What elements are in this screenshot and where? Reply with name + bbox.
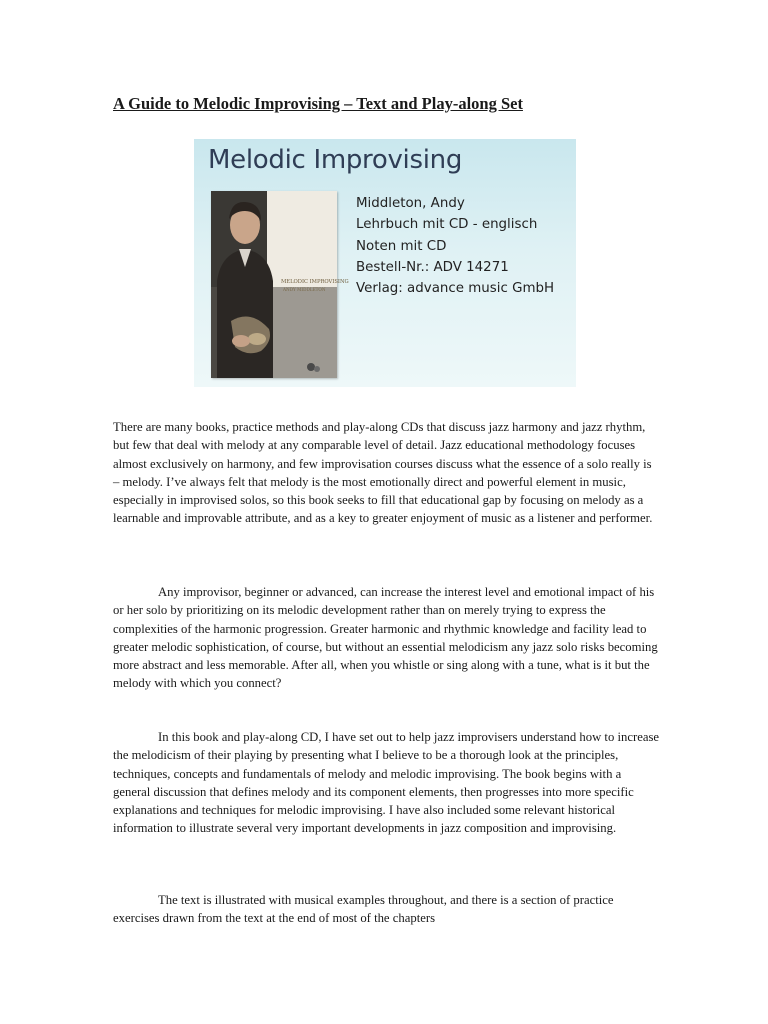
cover-title-text: MELODIC IMPROVISING	[281, 279, 349, 285]
info-publisher: Verlag: advance music GmbH	[356, 281, 555, 297]
info-author: Middleton, Andy	[356, 196, 465, 211]
document-title: A Guide to Melodic Improvising – Text and Play-along Set	[113, 94, 523, 113]
info-format: Lehrbuch mit CD - englisch	[356, 217, 538, 233]
book-info-list	[356, 193, 554, 299]
book-banner-image	[194, 139, 576, 387]
info-order-number: Bestell-Nr.: ADV 14271	[356, 259, 509, 275]
book-cover	[211, 191, 349, 378]
book-cover-art	[211, 191, 349, 378]
paragraph-examples: The text is illustrated with musical examples throughout, and there is a section of practice exercises drawn from the text at the end of most of the chapters	[113, 893, 614, 926]
cover-author-text: ANDY MIDDLETON	[283, 287, 326, 292]
info-notes: Noten mit CD	[356, 238, 447, 254]
paragraph-intro: There are many books, practice methods and play-along CDs that discuss jazz harmony and jazz rhythm, but few that deal with melody at any comparable level of detail. Jazz educational methodology focuses almost exclusively on harmony, and few improvisation courses discuss what the essence of a solo really is – melody. I’ve always felt that melody is the most emotionally direct and powerful element in music, especially in improvised solos, so this book seeks to fill that educational gap by focusing on melody as a learnable and improvable attribute, and as a key to greater enjoyment of music as a listener and performer.	[113, 420, 653, 526]
banner-title: Melodic Improvising	[208, 145, 463, 175]
paragraph-book-overview: In this book and play-along CD, I have set out to help jazz improvisers understand how to increase the melodicism of their playing by presenting what I believe to be a thorough look at the principles, techniques, concepts and fundamentals of melody and melodic improvising. The book begins with a general discussion that defines melody and its component elements, then progresses into more specific explanations and techniques for melodic improvising. I have also included some relevant historical information to illustrate several very important developments in jazz composition and improvising.	[113, 730, 660, 836]
paragraph-improvisor: Any improvisor, beginner or advanced, can increase the interest level and emotional impact of his or her solo by prioritizing on its melodic development rather than on merely trying to express the complexities of the harmonic progression. Greater harmonic and rhythmic knowledge and facility lead to greater melodic sophistication, of course, but without an essential melodicism any jazz solo risks becoming more abstract and less memorable. After all, when you whistle or sing along with a tune, what is it but the melody with which you connect?	[113, 585, 658, 691]
